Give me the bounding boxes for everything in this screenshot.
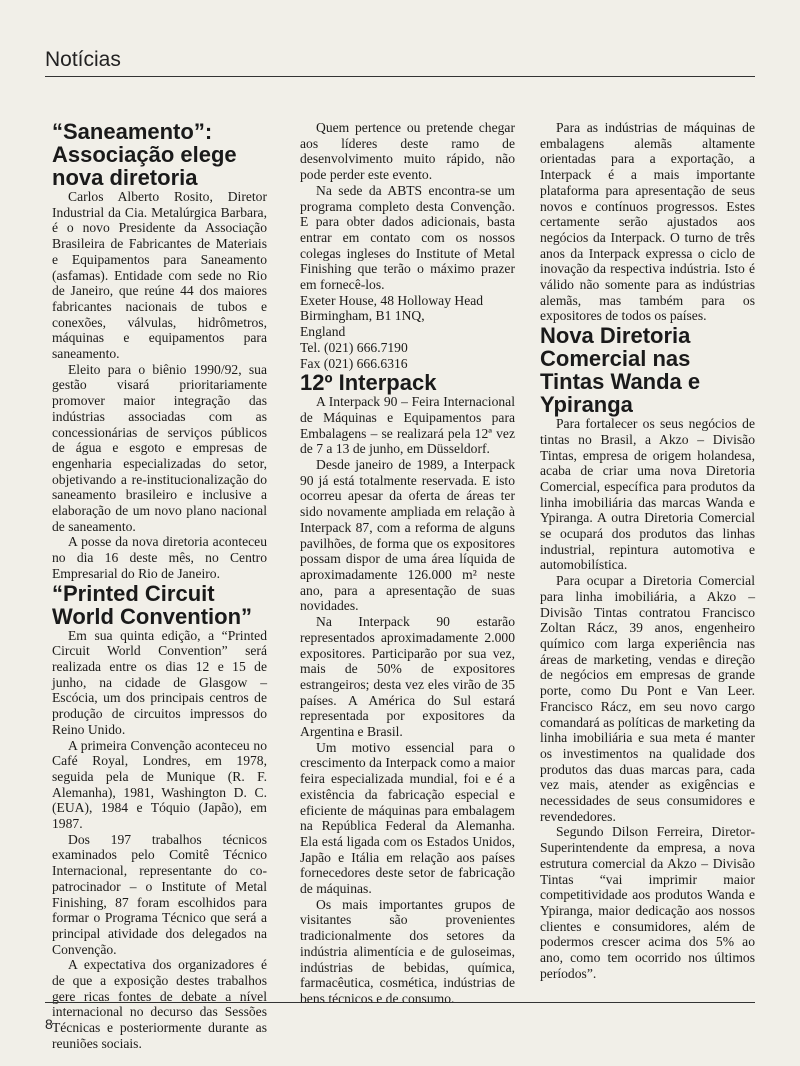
paragraph: A posse da nova diretoria aconteceu no dia 16 deste mês, no Centro Empresarial do Rio de Janeiro. <box>52 534 267 581</box>
address-line: Exeter House, 48 Holloway Head <box>300 292 484 308</box>
paragraph: Para ocupar a Diretoria Comercial para linha imobiliária, a Akzo – Divisão Tintas contratou Francisco Zoltan Rácz, 39 anos, engenheiro químico com larga experiência nas áreas de marketing, vendas e direção de negócios em empresas de grande porte, como Du Pont e Van Leer. Francisco Rácz, em seu novo cargo comandará as políticas de marketing da linha imobiliária e sua meta é manter os investimentos na qualidade dos produtos das duas marcas para, cada vez mais, atender as exigências e necessidades de seus consumidores e revendedores. <box>540 573 755 824</box>
column-1 <box>52 120 267 1052</box>
contact-address <box>300 293 515 372</box>
paragraph: A Interpack 90 – Feira Internacional de Máquinas e Equipamentos para Embalagens – se realizará pela 12ª vez de 7 a 13 de junho, em Düsseldorf. <box>300 394 515 457</box>
paragraph: Na sede da ABTS encontra-se um programa completo desta Convenção. E para obter dados adicionais, basta entrar em contato com os nossos colegas ingleses do Institute of Metal Finishing que terão o máximo prazer em fornecê-los. <box>300 182 515 293</box>
paragraph: Para fortalecer os seus negócios de tintas no Brasil, a Akzo – Divisão Tintas, empresa de origem holandesa, acaba de criar uma nova Diretoria Comercial, específica para produtos da linha imobiliária das marcas Wanda e Ypiranga. A outra Diretoria Comercial se ocupará dos produtos das linhas industrial, repintura automotiva e automobilística. <box>540 416 755 573</box>
column-2 <box>300 120 515 1007</box>
header-rule <box>45 76 755 77</box>
paragraph: Em sua quinta edição, a “Printed Circuit World Convention” será realizada entre os dias 12 e 15 de junho, na cidade de Glasgow – Escócia, um dos principais centros de produção de circuitos impressos do Reino Unido. <box>52 627 267 737</box>
address-line: Tel. (021) 666.7190 <box>300 339 408 355</box>
paragraph: Na Interpack 90 estarão representados aproximadamente 2.000 expositores. Participarão por sua vez, mais de 50% de expositores estrangeiros; desta vez eles virão de 35 países. A América do Sul estará representada por expositores da Argentina e Brasil. <box>300 614 515 740</box>
paragraph: Carlos Alberto Rosito, Diretor Industrial da Cia. Metalúrgica Barbara, é o novo Presidente da Associação Brasileira de Fabricantes de Materiais e Equipamentos para Saneamento (asfamas). Entidade com sede no Rio de Janeiro, que reúne 44 dos maiores fabricantes nacionais de tubos e conexões, válvulas, hidrômetros, máquinas e equipamentos para saneamento. <box>52 189 267 362</box>
headline-saneamento: “Saneamento”: Associação elege nova diretoria <box>52 119 237 190</box>
headline-printed-circuit: “Printed Circuit World Convention” <box>52 580 253 629</box>
address-line: England <box>300 324 346 340</box>
column-3 <box>540 120 755 981</box>
paragraph: Para as indústrias de máquinas de embalagens alemãs altamente orientadas para a exportação, a Interpack é a mais importante plataforma para apresentação de seus novos e contínuos progressos. Estes certamente serão ajustados aos negócios da Interpack. O turno de três anos da Interpack expressa o ciclo de inovação da respectiva indústria. Isto é válido não somente para as indústrias alemãs, mas também para os expositores de todos os países. <box>540 120 755 324</box>
article-pcwc-body <box>52 628 267 1052</box>
headline-interpack: 12º Interpack <box>300 370 437 396</box>
paragraph: Desde janeiro de 1989, a Interpack 90 já está totalmente reservada. E isto ocorreu apesar da oferta de áreas ter sido novamente ampliada em relação à Interpack 87, com a reforma de alguns pavilhões, de forma que os expositores possam dispor de uma área líquida de aproximadamente 126.000 m² neste ano, para a apresentação de suas novidades. <box>300 457 515 614</box>
paragraph: Dos 197 trabalhos técnicos examinados pelo Comitê Técnico Internacional, representante do co-patrocinador – o Institute of Metal Finishing, 87 foram escolhidos para formar o Programa Técnico que será a principal atividade dos delegados na Convenção. <box>52 831 267 957</box>
paragraph: Os mais importantes grupos de visitantes são provenientes tradicionalmente dos setores da indústria alimentícia e de guloseimas, indústrias de bebidas, química, farmacêutica, cosmética, indústrias de bens técnicos e de consumo. <box>300 896 515 1006</box>
paragraph: Um motivo essencial para o crescimento da Interpack como a maior feira especializada mundial, foi e é a existência da fabricação especial e eficiente de máquinas para embalagem na República Federal da Alemanha. Ela está ligada com os Estados Unidos, Japão e Itália em relação aos países fornecedores deste setor de fabricação de máquinas. <box>300 739 515 897</box>
article-saneamento-body <box>52 189 267 582</box>
article-nova-body <box>540 416 755 981</box>
page-number: 8 <box>45 1016 53 1032</box>
paragraph: Segundo Dilson Ferreira, Diretor-Superintendente da empresa, a nova estrutura comercial da Akzo – Divisão Tintas “vai imprimir maior competitividade aos produtos Wanda e Ypiranga, maior dedicação aos nossos clientes e consumidores, além de podermos crescer acima dos 5% ao ano, como tem ocorrido nos últimos períodos”. <box>540 824 755 981</box>
paragraph: Quem pertence ou pretende chegar aos líderes deste ramo de desenvolvimento muito rápido, não pode perder este evento. <box>300 120 515 183</box>
paragraph: A expectativa dos organizadores é de que a exposição destes trabalhos gere ricas fontes de debate a nível internacional no decurso das Sessões Técnicas e posteriormente durante as reuniões sociais. <box>52 957 267 1051</box>
section-label: Notícias <box>45 48 121 71</box>
footer-rule <box>45 1002 755 1003</box>
headline-nova-diretoria: Nova Diretoria Comercial nas Tintas Wanda e Ypiranga <box>540 323 701 418</box>
article-pcwc-body-continued <box>300 120 515 371</box>
article-interpack-body <box>300 394 515 1006</box>
address-line: Birmingham, B1 1NQ, <box>300 308 425 324</box>
address-line: Fax (021) 666.6316 <box>300 355 408 371</box>
paragraph: A primeira Convenção aconteceu no Café Royal, Londres, em 1978, seguida pela de Munique (R. F. Alemanha), 1981, Washington D. C. (EUA), 1984 e Tóquio (Japão), em 1987. <box>52 737 267 832</box>
paragraph: Eleito para o biênio 1990/92, sua gestão visará prioritariamente promover maior integração das indústrias associadas com as concessionárias de serviços públicos de água e esgoto e empresas de engenharia especializadas do setor, objetivando a re-institucionalização do saneamento brasileiro e inclusive a elaboração de um novo plano nacional de saneamento. <box>52 361 267 534</box>
article-interpack-body-continued <box>540 120 755 324</box>
